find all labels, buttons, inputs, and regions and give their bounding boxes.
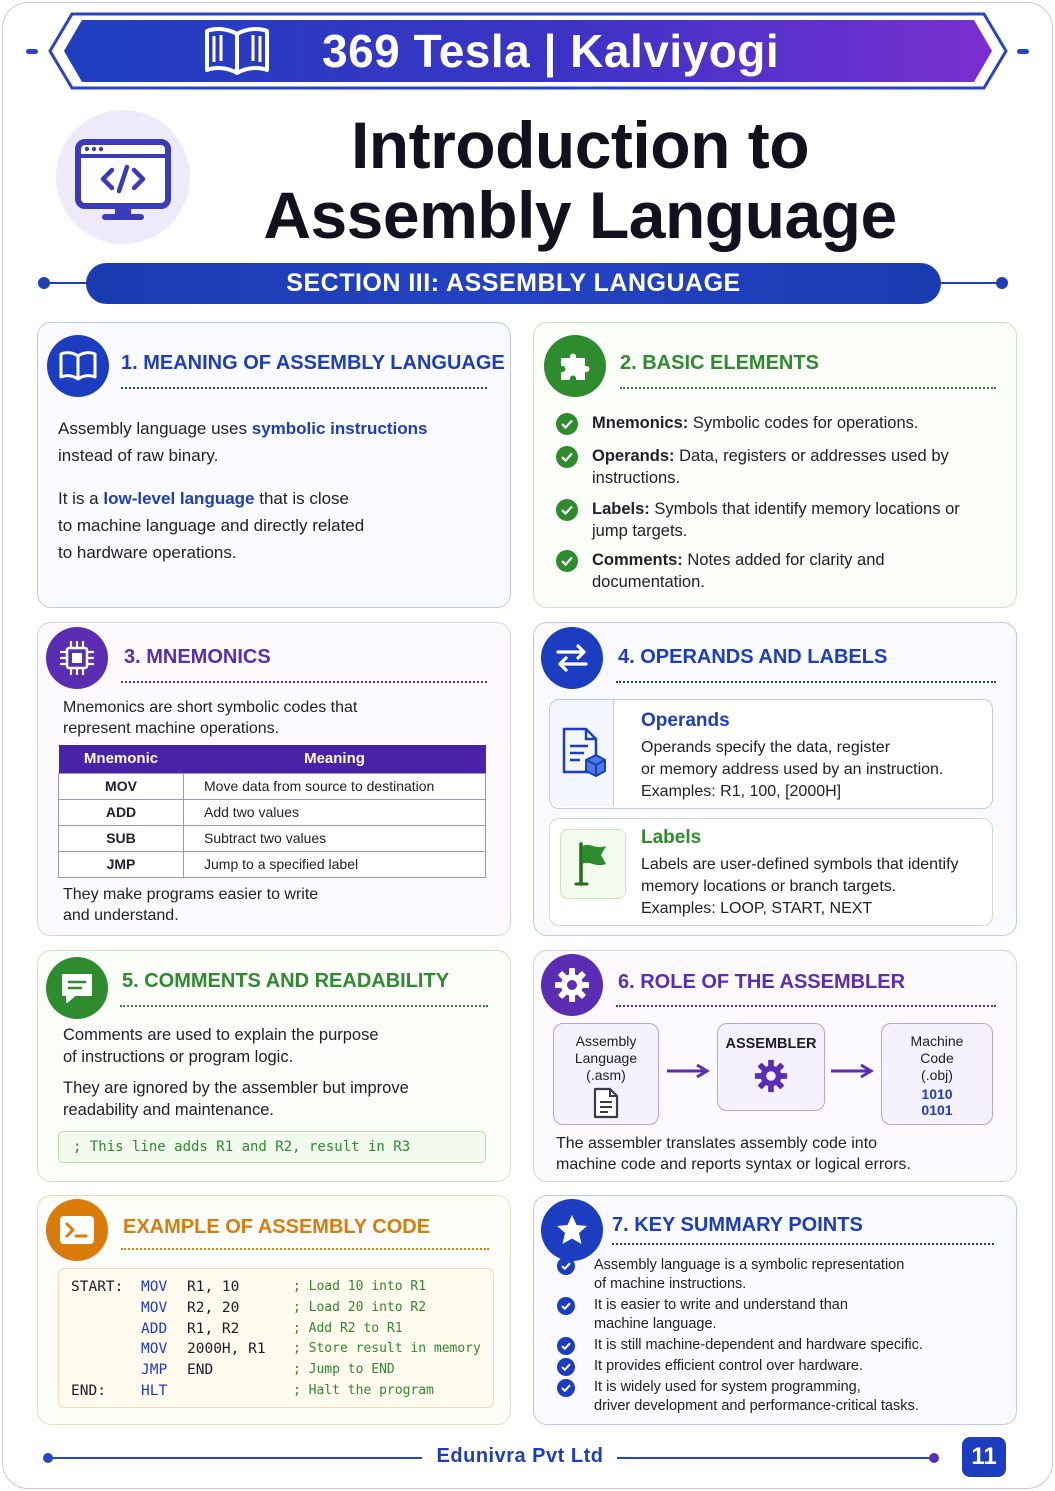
text-fragment: represent machine operations. — [63, 720, 280, 737]
list-item — [557, 1296, 1012, 1334]
card-meaning-divider — [121, 387, 487, 389]
table-row — [59, 851, 486, 877]
logo-badge — [56, 110, 190, 244]
comment-code-box — [58, 1131, 486, 1163]
card-meaning-paragraph-2 — [58, 485, 498, 566]
flow-box-machine-code — [881, 1023, 993, 1125]
text-fragment: Operands specify the data, register — [641, 739, 891, 756]
labels-title: Labels — [641, 827, 702, 848]
element-term: Operands: — [592, 447, 675, 465]
list-item — [557, 1357, 1012, 1376]
swap-arrows-icon — [541, 627, 603, 689]
summary-points-list — [557, 1256, 1012, 1418]
arrow-right-icon — [831, 1063, 877, 1079]
operands-title: Operands — [641, 710, 730, 731]
comments-paragraph-2 — [63, 1077, 493, 1121]
mnemonics-outro — [63, 884, 493, 926]
footer-left-line — [48, 1457, 422, 1459]
code-operands: END — [187, 1362, 214, 1379]
card-assembler — [533, 950, 1017, 1182]
card-mnemonics — [37, 622, 511, 936]
text-fragment: machine code and reports syntax or logical errors. — [556, 1156, 911, 1173]
list-item — [557, 1256, 1012, 1294]
code-label: START: — [71, 1279, 124, 1295]
page-number: 11 — [962, 1437, 1006, 1477]
text-fragment: memory locations or branch targets. — [641, 878, 897, 895]
list-item — [556, 412, 996, 434]
card-summary-title: 7. KEY SUMMARY POINTS — [612, 1214, 863, 1236]
basic-elements-list — [556, 412, 996, 593]
card-meaning-title: 1. MEANING OF ASSEMBLY LANGUAGE — [121, 352, 505, 374]
code-opcode: MOV — [141, 1279, 168, 1295]
section-right-dot — [996, 277, 1008, 289]
check-icon — [556, 550, 578, 572]
text-fragment: Assembly language is a symbolic representation — [594, 1257, 905, 1273]
text-fragment: to hardware operations. — [58, 543, 237, 562]
text-fragment: Machine — [910, 1033, 964, 1049]
flow-box-assembler — [717, 1023, 825, 1111]
code-label: END: — [71, 1383, 106, 1399]
banner-right-dash — [1017, 49, 1029, 54]
footer-brand: Edunivra Pvt Ltd — [436, 1445, 604, 1467]
card-meaning-paragraph-1 — [58, 415, 498, 469]
element-text: Symbolic codes for operations. — [688, 414, 919, 432]
card-example-title: EXAMPLE OF ASSEMBLY CODE — [123, 1216, 431, 1238]
code-comment: ; Halt the program — [293, 1383, 434, 1398]
text-fragment: Code — [920, 1050, 954, 1066]
text-fragment: Examples: LOOP, START, NEXT — [641, 900, 873, 917]
list-item — [557, 1336, 1012, 1355]
mnemonics-table — [58, 745, 486, 878]
text-fragment: Comments are used to explain the purpose — [63, 1026, 379, 1044]
highlight-symbolic-instructions: symbolic instructions — [251, 419, 428, 438]
check-icon — [556, 446, 578, 468]
code-operands: R2, 20 — [187, 1299, 240, 1316]
element-term: Labels: — [592, 500, 650, 518]
mnemonic-cell: JMP — [59, 851, 184, 877]
check-icon — [557, 1257, 575, 1275]
element-text: Data, registers or addresses used by instructions. — [592, 447, 949, 487]
code-opcode: MOV — [141, 1299, 168, 1316]
element-term: Mnemonics: — [592, 414, 689, 432]
text-fragment: The assembler translates assembly code into — [556, 1135, 878, 1152]
flow-box-assembly-language — [553, 1023, 659, 1125]
card-summary-divider — [612, 1243, 994, 1245]
labels-subcard — [549, 818, 993, 926]
footer-right-dot — [929, 1453, 939, 1463]
gear-icon — [752, 1057, 790, 1095]
comment-code-line: ; This line adds R1 and R2, result in R3 — [73, 1139, 411, 1155]
chat-bubble-icon — [46, 957, 108, 1019]
mnemonic-cell: ADD — [59, 799, 184, 825]
gear-icon — [541, 954, 603, 1016]
arrow-right-icon — [667, 1063, 713, 1079]
card-operands-labels-title: 4. OPERANDS AND LABELS — [618, 646, 888, 668]
text-fragment: readability and maintenance. — [63, 1101, 274, 1119]
footer-right-line — [617, 1457, 933, 1459]
card-summary — [533, 1195, 1017, 1425]
code-comment: ; Load 10 into R1 — [293, 1279, 427, 1294]
open-book-icon — [203, 24, 271, 78]
card-meaning — [37, 322, 511, 608]
code-comment: ; Load 20 into R2 — [293, 1299, 427, 1315]
list-item — [556, 498, 996, 542]
text-fragment: They make programs easier to write — [63, 886, 319, 903]
page-title-line-2: Assembly Language — [263, 178, 897, 252]
check-icon — [557, 1337, 575, 1355]
meaning-cell: Jump to a specified label — [184, 851, 486, 877]
text-fragment: driver development and performance-critical tasks. — [594, 1398, 919, 1414]
check-icon — [557, 1379, 575, 1397]
element-term: Comments: — [592, 551, 683, 569]
star-icon — [541, 1199, 603, 1261]
table-header: Meaning — [184, 745, 486, 773]
card-comments-divider — [120, 1005, 488, 1007]
table-row — [59, 825, 486, 851]
meaning-cell: Add two values — [184, 799, 486, 825]
book-icon — [47, 335, 109, 397]
card-mnemonics-title: 3. MNEMONICS — [124, 646, 271, 668]
highlight-low-level-language: low-level language — [103, 489, 255, 508]
mnemonics-intro — [63, 697, 493, 739]
binary-line: 0101 — [921, 1102, 953, 1118]
operands-subcard — [549, 699, 993, 809]
card-assembler-title: 6. ROLE OF THE ASSEMBLER — [618, 971, 906, 993]
card-example-divider — [121, 1248, 489, 1250]
header-title: 369 Tesla | Kalviyogi — [322, 25, 780, 77]
mnemonic-cell: MOV — [59, 773, 184, 799]
card-comments-title: 5. COMMENTS AND READABILITY — [122, 970, 450, 992]
card-basic-elements-divider — [620, 387, 996, 389]
card-comments — [37, 950, 511, 1182]
table-header: Mnemonic — [59, 745, 184, 773]
check-icon — [556, 413, 578, 435]
code-opcode: JMP — [141, 1362, 168, 1379]
card-assembler-divider — [616, 1005, 996, 1007]
comments-paragraph-1 — [63, 1024, 493, 1068]
card-basic-elements-title: 2. BASIC ELEMENTS — [620, 352, 819, 374]
text-fragment: that is close — [254, 489, 350, 508]
terminal-icon — [46, 1199, 108, 1261]
text-fragment: (.obj) — [921, 1067, 953, 1083]
card-mnemonics-divider — [121, 681, 487, 683]
banner-left-dash — [26, 49, 38, 54]
text-fragment: They are ignored by the assembler but improve — [63, 1079, 409, 1097]
card-basic-elements — [533, 322, 1017, 608]
section-label: SECTION III: ASSEMBLY LANGUAGE — [86, 263, 941, 304]
text-fragment: of machine instructions. — [594, 1276, 747, 1292]
code-opcode: MOV — [141, 1341, 168, 1358]
text-fragment: Labels are user-defined symbols that identify — [641, 856, 959, 873]
list-item — [556, 445, 996, 489]
text-fragment: and understand. — [63, 907, 179, 924]
code-operands: R1, R2 — [187, 1320, 240, 1337]
mnemonic-cell: SUB — [59, 825, 184, 851]
text-fragment: of instructions or program logic. — [63, 1048, 294, 1066]
text-fragment: It is widely used for system programming, — [594, 1379, 861, 1395]
text-fragment: It is easier to write and understand than — [594, 1297, 848, 1313]
labels-description — [641, 854, 991, 920]
text-fragment: to machine language and directly related — [58, 516, 365, 535]
flag-icon — [560, 829, 626, 899]
code-opcode: HLT — [141, 1383, 168, 1399]
check-icon — [557, 1358, 575, 1376]
document-icon — [591, 1087, 621, 1119]
page-title — [230, 110, 930, 250]
table-row — [59, 799, 486, 825]
section-right-line — [935, 282, 1001, 284]
text-fragment: Assembly — [575, 1033, 637, 1049]
meaning-cell: Move data from source to destination — [184, 773, 486, 799]
binary-line: 1010 — [921, 1086, 953, 1102]
table-header-row — [59, 745, 486, 773]
text-fragment: Examples: R1, 100, [2000H] — [641, 783, 842, 800]
text-fragment: instead of raw binary. — [58, 446, 219, 465]
element-text: Symbols that identify memory locations or jump targets. — [592, 500, 960, 540]
element-text: Notes added for clarity and documentation. — [592, 551, 885, 591]
text-fragment: It provides efficient control over hardware. — [594, 1358, 863, 1374]
text-fragment: Language — [574, 1050, 638, 1066]
text-fragment: (.asm) — [586, 1067, 626, 1083]
card-operands-labels — [533, 622, 1017, 936]
cpu-chip-icon — [46, 627, 108, 689]
assembler-description — [556, 1133, 1006, 1175]
list-item — [556, 549, 996, 593]
page-title-line-1: Introduction to — [350, 108, 810, 182]
code-block — [58, 1268, 494, 1408]
check-icon — [556, 499, 578, 521]
text-fragment: or memory address used by an instruction. — [641, 761, 944, 778]
code-comment: ; Jump to END — [293, 1362, 395, 1378]
text-fragment: Mnemonics are short symbolic codes that — [63, 699, 358, 716]
code-operands: R1, 10 — [187, 1279, 240, 1295]
text-fragment: machine language. — [594, 1316, 717, 1332]
document-cube-icon — [550, 700, 614, 806]
operands-description — [641, 737, 991, 803]
text-fragment: ASSEMBLER — [725, 1036, 817, 1052]
text-fragment: Assembly language uses — [58, 419, 252, 438]
text-fragment: It is a — [58, 489, 104, 508]
puzzle-icon — [544, 335, 606, 397]
code-opcode: ADD — [141, 1320, 168, 1337]
text-fragment: It is still machine-dependent and hardware specific. — [594, 1337, 923, 1353]
code-operands: 2000H, R1 — [187, 1341, 266, 1358]
list-item — [557, 1378, 1012, 1416]
meaning-cell: Subtract two values — [184, 825, 486, 851]
check-icon — [557, 1297, 575, 1315]
card-operands-labels-divider — [616, 681, 996, 683]
code-comment: ; Add R2 to R1 — [293, 1320, 403, 1336]
code-monitor-icon — [56, 110, 190, 244]
code-comment: ; Store result in memory — [293, 1341, 481, 1357]
card-example-code — [37, 1195, 511, 1425]
table-row — [59, 773, 486, 799]
